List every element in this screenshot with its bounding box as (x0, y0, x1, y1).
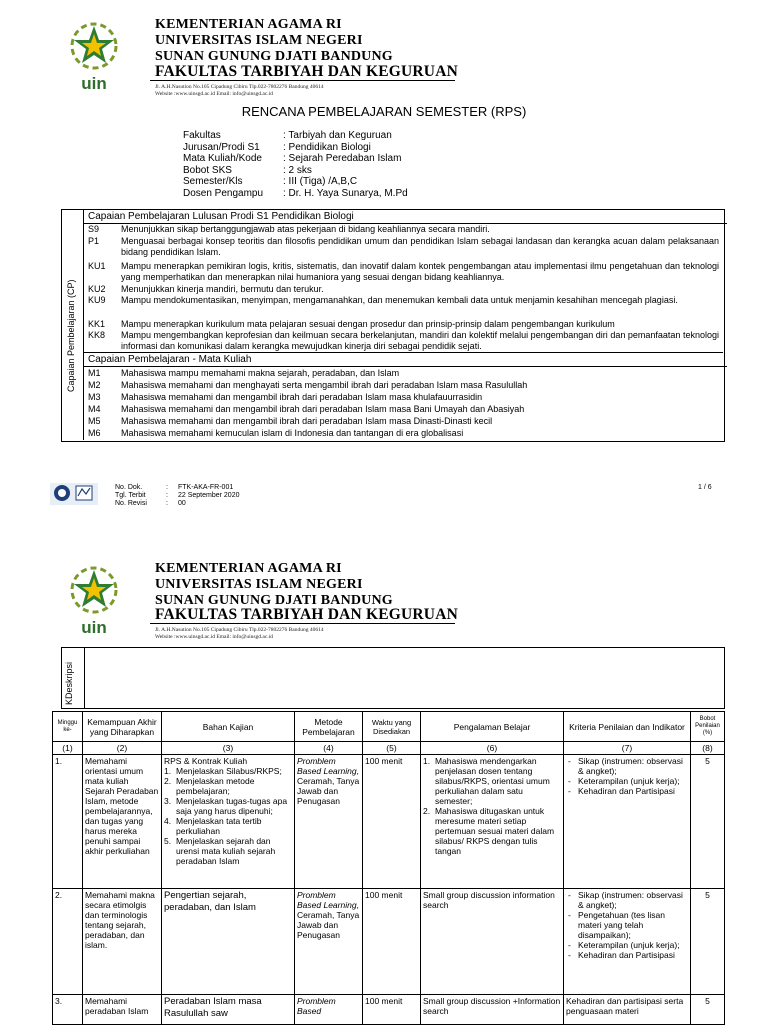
cpl-code: KU9 (88, 295, 106, 305)
col-header-kemampuan: Kemampuan Akhir yang Diharapkan (83, 712, 162, 742)
bobot-cell: 5 (691, 889, 725, 995)
info-value: : Tarbiyah dan Keguruan (283, 130, 392, 141)
university-name-2: SUNAN GUNUNG DJATI BANDUNG (155, 593, 393, 608)
cpmk-code: M1 (88, 368, 101, 378)
kriteria-list (566, 890, 688, 960)
no-revisi-label: No. Revisi (115, 500, 147, 507)
cpmk-row (84, 416, 723, 428)
kriteria-cell (564, 755, 691, 889)
faculty-name: FAKULTAS TARBIYAH DAN KEGURUAN (155, 606, 458, 623)
info-row (183, 176, 408, 188)
list-item: 2. Mahasiswa ditugaskan untuk meresume materi setiap pertemuan sesuai materi dalam silabus/ RKPS dengan tulis tangan (423, 806, 555, 856)
uin-logo (62, 558, 126, 640)
deskripsi-label: KDeskripsi (64, 661, 74, 705)
table-row (53, 995, 725, 1025)
rps-title: RENCANA PEMBELAJARAN SEMESTER (RPS) (241, 104, 527, 119)
metode-cell: Promblem Based Learning, Ceramah, Tanya Jawab dan Penugasan (295, 889, 363, 995)
col-number: (6) (421, 742, 564, 755)
list-item: 4. Menjelaskan tata tertib perkuliahan (164, 816, 262, 836)
list-item: 1. Mahasiswa mendengarkan penjelasan dosen tentang silabus/RKPS, orientasi umum perkuliahan dalam satu semester; (423, 756, 550, 806)
cpl-code: P1 (88, 236, 100, 246)
info-value: : Pendidikan Biologi (283, 141, 371, 153)
info-row (183, 188, 408, 200)
bahan-cell: Peradaban Islam masa Rasulullah saw (162, 995, 295, 1025)
list-item: 3. Menjelaskan tugas-tugas apa saja yang harus dipenuhi; (164, 796, 288, 816)
bahan-cell (162, 755, 295, 889)
no-revisi-value: 00 (178, 500, 186, 507)
bahan-cell: Pengertian sejarah, peradaban, dan Islam (162, 889, 295, 995)
cpmk-text: Mahasiswa mampu memahami makna sejarah, peradaban, dan Islam (121, 368, 400, 378)
info-label: Dosen Pengampu (183, 187, 264, 199)
waktu-cell: 100 menit (363, 995, 421, 1025)
bobot-cell: 5 (691, 995, 725, 1025)
cpmk-row (84, 368, 723, 380)
website-line: Website :www.uinsgd.ac.id Email: info@uinsgd.ac.id (155, 634, 273, 640)
col-number: (2) (83, 742, 162, 755)
cpmk-title: Capaian Pembelajaran - Mata Kuliah (84, 353, 727, 367)
list-item: - Sikap (instrumen: observasi & angket); (566, 890, 688, 910)
uin-logo-icon (62, 14, 126, 96)
cpmk-row (84, 392, 723, 404)
table-header-row (53, 712, 725, 742)
university-name-2: SUNAN GUNUNG DJATI BANDUNG (155, 49, 393, 64)
certification-seal-icon (50, 483, 98, 505)
semester-plan-table (52, 711, 725, 1025)
info-label: Fakultas (183, 130, 221, 141)
course-info (183, 130, 408, 200)
cpl-code: KK8 (88, 330, 106, 340)
cpl-text: Menunjukkan kinerja mandiri, bermutu dan terukur. (121, 284, 324, 294)
faculty-name: FAKULTAS TARBIYAH DAN KEGURUAN (155, 63, 458, 80)
tgl-terbit-value: 22 September 2020 (178, 492, 240, 499)
bahan-title: RPS & Kontrak Kuliah (164, 756, 248, 766)
info-label: Bobot SKS (183, 164, 232, 176)
cpl-row (84, 330, 723, 353)
list-item: - Sikap (instrumen: observasi & angket); (566, 756, 688, 776)
table-row (53, 889, 725, 995)
document-control: No. Dok. : FTK-AKA-FR-001 Tgl. Terbit : 22 September 2020 No. Revisi : 00 (115, 484, 240, 507)
col-header-bobot: Bobot Penilaian (%) (691, 712, 725, 742)
uin-logo-icon (62, 558, 126, 640)
university-name: UNIVERSITAS ISLAM NEGERI (155, 33, 363, 48)
cpmk-row (84, 380, 723, 392)
pengalaman-cell: Small group discussion +Information search (421, 995, 564, 1025)
cpl-text: Menunjukkan sikap bertanggungjawab atas pekerjaan di bidang keahliannya secara mandiri. (121, 224, 490, 234)
no-dok-label: No. Dok. (115, 484, 143, 491)
table-row (53, 755, 725, 889)
cpl-text: Mampu menerapkan kurikulum mata pelajaran sesuai dengan prosedur dan prinsip-prinsip dalam pengembangan kurikulum (121, 319, 615, 329)
col-header-minggu: Minggu ke- (53, 712, 83, 742)
info-value: : Dr. H. Yaya Sunarya, M.Pd (283, 187, 408, 199)
week-cell: 1. (53, 755, 83, 889)
ministry-name: KEMENTERIAN AGAMA RI (155, 561, 342, 576)
col-number: (7) (564, 742, 691, 755)
kemampuan-cell: Memahami orientasi umum mata kuliah Sejarah Peradaban Islam, metode pembelajarannya, dan tugas yang harus mereka penuhi sampai akhir perkuliahan (83, 755, 162, 889)
cpl-row (84, 295, 723, 318)
deskripsi-box (61, 647, 725, 709)
week-cell: 2. (53, 889, 83, 995)
info-row (183, 142, 408, 154)
column-number-row (53, 742, 725, 755)
kemampuan-cell: Memahami makna secara etimolgis dan terminologis tentang sejarah, peradaban, dan islam. (83, 889, 162, 995)
cp-side-label: Capaian Pembelajaran (CP) (66, 279, 76, 392)
list-item: - Pengetahuan (tes lisan materi yang telah disampaikan); (566, 910, 688, 940)
cpmk-text: Mahasiswa memahami dan mengambil ibrah dari peradaban Islam masa khulafauurrasidin (121, 392, 483, 402)
uin-logo (62, 14, 126, 96)
cpmk-code: M2 (88, 380, 101, 390)
header-rule (150, 623, 455, 624)
list-item: - Kehadiran dan Partisipasi (566, 786, 688, 796)
pengalaman-cell: Small group discussion information search (421, 889, 564, 995)
col-header-metode: Metode Pembelajaran (295, 712, 363, 742)
kriteria-cell (564, 889, 691, 995)
website-line: Website :www.uinsgd.ac.id Email: info@uinsgd.ac.id (155, 91, 273, 97)
metode-cell: Promblem Based Learning, Ceramah, Tanya Jawab dan Penugasan (295, 755, 363, 889)
cpl-row (84, 236, 723, 259)
info-label: Semester/Kls (183, 176, 243, 188)
certification-logos (50, 483, 98, 505)
col-number: (3) (162, 742, 295, 755)
pengalaman-list (423, 756, 561, 856)
university-name: UNIVERSITAS ISLAM NEGERI (155, 577, 363, 592)
list-item: 5. Menjelaskan sejarah dan urensi mata kuliah sejarah peradaban Islam (164, 836, 276, 866)
cpl-row (84, 261, 723, 284)
info-value: : 2 sks (283, 164, 312, 176)
col-header-bahan: Bahan Kajian (162, 712, 295, 742)
cpl-code: KU2 (88, 284, 106, 294)
cpmk-text: Mahasiswa memahami kemuculan islam di Indonesia dan tantangan di era globalisasi (121, 428, 464, 438)
col-header-waktu: Waktu yang Disediakan (363, 712, 421, 742)
cpl-text: Mampu menerapkan pemikiran logis, kritis, sistematis, dan inovatif dalam kontek pengembangan atau implementasi ilmu pengetahuan dan teknologi yang memperhatikan dan menerapkan nilai humaniora yang sesuai dengan bidang keahliannya. (121, 261, 719, 282)
list-item: - Keterampilan (unjuk kerja); (566, 776, 688, 786)
col-number: (5) (363, 742, 421, 755)
col-number: (4) (295, 742, 363, 755)
week-cell: 3. (53, 995, 83, 1025)
list-item: - Kehadiran dan Partisipasi (566, 950, 688, 960)
cpmk-row (84, 428, 723, 440)
pengalaman-cell (421, 755, 564, 889)
info-label: Mata Kuliah/Kode (183, 153, 262, 165)
waktu-cell: 100 menit (363, 889, 421, 995)
address-line: Jl. A.H.Nasution No.105 Cipadung Cibiru Tlp.022-7802276 Bandung 40614 (155, 627, 324, 633)
cpmk-text: Mahasiswa memahami dan mengambil ibrah dari peradaban Islam masa Dinasti-Dinasti kecil (121, 416, 493, 426)
kriteria-cell: Kehadiran dan partisipasi serta penguasaan materi (564, 995, 691, 1025)
list-item: 1. Menjelaskan Silabus/RKPS; (164, 766, 282, 776)
info-row (183, 130, 408, 142)
bobot-cell: 5 (691, 755, 725, 889)
col-header-kriteria: Kriteria Penilaian dan Indikator (564, 712, 691, 742)
cpmk-code: M3 (88, 392, 101, 402)
cpl-text: Menguasai berbagai konsep teoritis dan filosofis pendidikan umum dan pendidikan Islam sebagai landasan dan kerangka acuan dalam pelaksanaan bidang pendidikan Islam. (121, 236, 719, 257)
cpmk-row (84, 404, 723, 416)
cpmk-code: M6 (88, 428, 101, 438)
header-rule (150, 80, 455, 81)
no-dok-value: FTK-AKA-FR-001 (178, 484, 234, 491)
svg-text:uin: uin (81, 618, 107, 637)
metode-cell: Promblem Based (295, 995, 363, 1025)
cpl-code: KU1 (88, 261, 106, 271)
col-number: (1) (53, 742, 83, 755)
cpl-code: S9 (88, 224, 100, 234)
svg-text:uin: uin (81, 74, 107, 93)
address-line: Jl. A.H.Nasution No.105 Cipadung Cibiru Tlp.022-7802276 Bandung 40614 (155, 84, 324, 90)
bahan-list (164, 766, 292, 866)
cpmk-text: Mahasiswa memahami dan menghayati serta mengambil ibrah dari peradaban Islam masa Rasulullah (121, 380, 528, 390)
cpmk-text: Mahasiswa memahami dan mengambil ibrah dari peradaban Islam masa Bani Umayah dan Abasiyah (121, 404, 525, 414)
waktu-cell: 100 menit (363, 755, 421, 889)
kemampuan-cell: Memahami peradaban Islam (83, 995, 162, 1025)
kriteria-list (566, 756, 688, 796)
info-value: : Sejarah Peredaban Islam (283, 153, 402, 165)
cpmk-code: M5 (88, 416, 101, 426)
cpmk-code: M4 (88, 404, 101, 414)
cpl-row (84, 224, 723, 236)
list-item: 2. Menjelaskan metode pembelajaran; (164, 776, 255, 796)
cpl-title: Capaian Pembelajaran Lulusan Prodi S1 Pendidikan Biologi (84, 210, 727, 224)
cpl-text: Mampu mengembangkan keprofesian dan keilmuan secara berkelanjutan, mandiri dan kolektif melalui pengembangan diri dan pemanfaatan teknologi informasi dan komunikasi dalam kerangka mewujudkan kinerja diri sebagai pendidik sejati. (121, 330, 719, 351)
ministry-name: KEMENTERIAN AGAMA RI (155, 17, 342, 32)
list-item: - Keterampilan (unjuk kerja); (566, 940, 688, 950)
col-header-pengalaman: Pengalaman Belajar (421, 712, 564, 742)
tgl-terbit-label: Tgl. Terbit (115, 492, 146, 499)
cpl-code: KK1 (88, 319, 106, 329)
cpl-text: Mampu mendokumentasikan, menyimpan, mengamanahkan, dan menemukan kembali data untuk menjamin kesahihan mencegah plagiasi. (121, 295, 678, 305)
col-number: (8) (691, 742, 725, 755)
info-label: Jurusan/Prodi S1 (183, 141, 260, 153)
info-row (183, 165, 408, 177)
page-number: 1 / 6 (698, 484, 712, 491)
info-row (183, 153, 408, 165)
info-value: : III (Tiga) /A,B,C (283, 176, 358, 188)
